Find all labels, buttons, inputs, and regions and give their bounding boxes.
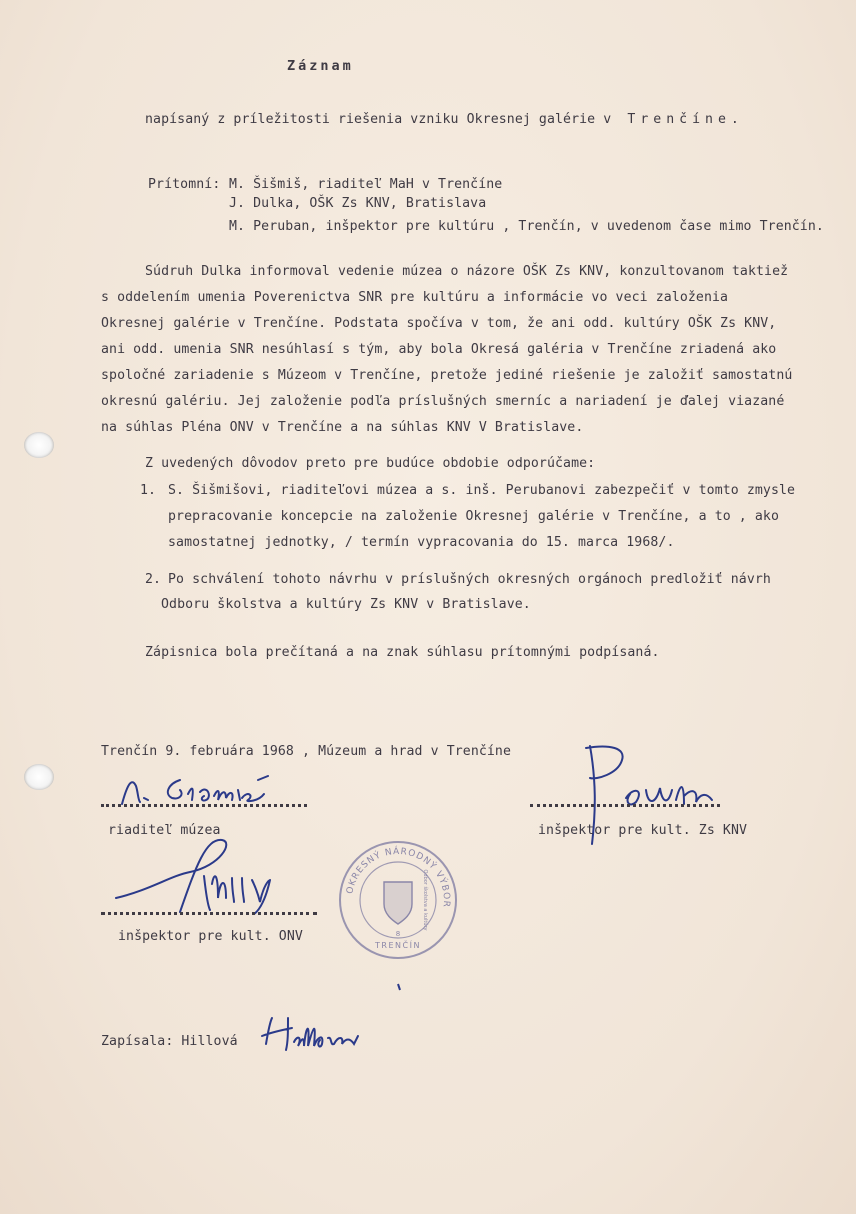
onv-signature <box>110 836 310 916</box>
present-label: Prítomní: <box>148 177 221 192</box>
present-person: M. Peruban, inšpektor pre kultúru , Trenčín, v uvedenom čase mimo Trenčín. <box>229 219 824 234</box>
closing-sentence: Zápisnica bola prečítaná a na znak súhlasu prítomnými podpísaná. <box>145 645 660 660</box>
recorder-signature <box>258 1014 378 1058</box>
official-stamp <box>336 838 460 962</box>
item-line: Odboru školstva a kultúry Zs KNV v Bratislave. <box>161 597 531 612</box>
item-line: S. Šišmišovi, riaditeľovi múzea a s. inš. Perubanovi zabezpečiť v tomto zmysle <box>168 483 796 498</box>
item-line: samostatnej jednotky, / termín vypracovania do 15. marca 1968/. <box>168 535 675 550</box>
emblem-icon <box>384 882 412 924</box>
stamp-number: 8 <box>395 930 401 938</box>
place-date: Trenčín 9. februára 1968 , Múzeum a hrad v Trenčíne <box>101 744 512 759</box>
paragraph-line: spoločné zariadenie s Múzeom v Trenčíne, pretože jediné riešenie je založiť samostatnú <box>101 368 793 383</box>
present-person: J. Dulka, OŠK Zs KNV, Bratislava <box>229 196 487 211</box>
punch-hole <box>24 432 54 458</box>
subtitle-prefix: napísaný z príležitosti riešenia vzniku Okresnej galérie v <box>145 112 612 127</box>
recommend-intro: Z uvedených dôvodov preto pre budúce obdobie odporúčame: <box>145 456 596 471</box>
item-number: 2. <box>145 572 162 587</box>
paragraph-line: s oddelením umenia Poverenictva SNR pre kultúru a informácie vo veci založenia <box>101 290 729 305</box>
knv-label: inšpektor pre kult. Zs KNV <box>538 823 748 838</box>
document-subtitle <box>145 112 744 127</box>
recorded-by-label: Zapísala: Hillová <box>101 1034 238 1049</box>
stamp-city: TRENČÍN <box>375 941 421 950</box>
signature-line <box>101 912 317 915</box>
subtitle-city: Trenčíne. <box>627 112 744 127</box>
document-title: Záznam <box>287 58 354 74</box>
director-label: riaditeľ múzea <box>108 823 221 838</box>
signature-line <box>101 804 307 807</box>
paragraph-line: okresnú galériu. Jej založenie podľa príslušných smerníc a nariadení je ďalej viazané <box>101 394 785 409</box>
item-line: Po schválení tohoto návrhu v príslušných okresných orgánoch predložiť návrh <box>168 572 771 587</box>
item-line: prepracovanie koncepcie na založenie Okresnej galérie v Trenčíne, a to , ako <box>168 509 780 524</box>
paragraph-line: na súhlas Pléna ONV v Trenčíne a na súhlas KNV V Bratislave. <box>101 420 584 435</box>
item-number: 1. <box>140 483 157 498</box>
present-person: M. Šišmiš, riaditeľ MaH v Trenčíne <box>229 177 503 192</box>
paragraph-line: Okresnej galérie v Trenčíne. Podstata spočíva v tom, že ani odd. kultúry OŠK Zs KNV, <box>101 316 777 331</box>
stamp-inner-text: Odbor školstva a kultúry <box>422 869 428 931</box>
signature-line <box>530 804 720 807</box>
onv-label: inšpektor pre kult. ONV <box>118 929 303 944</box>
stamp-ring-text: OKRESNÝ NÁRODNÝ VÝBOR <box>345 846 452 909</box>
paragraph-line: Súdruh Dulka informoval vedenie múzea o názore OŠK Zs KNV, konzultovanom taktiež <box>145 264 789 279</box>
punch-hole <box>24 764 54 790</box>
paragraph-line: ani odd. umenia SNR nesúhlasí s tým, aby bola Okresá galéria v Trenčíne zriadená ako <box>101 342 777 357</box>
